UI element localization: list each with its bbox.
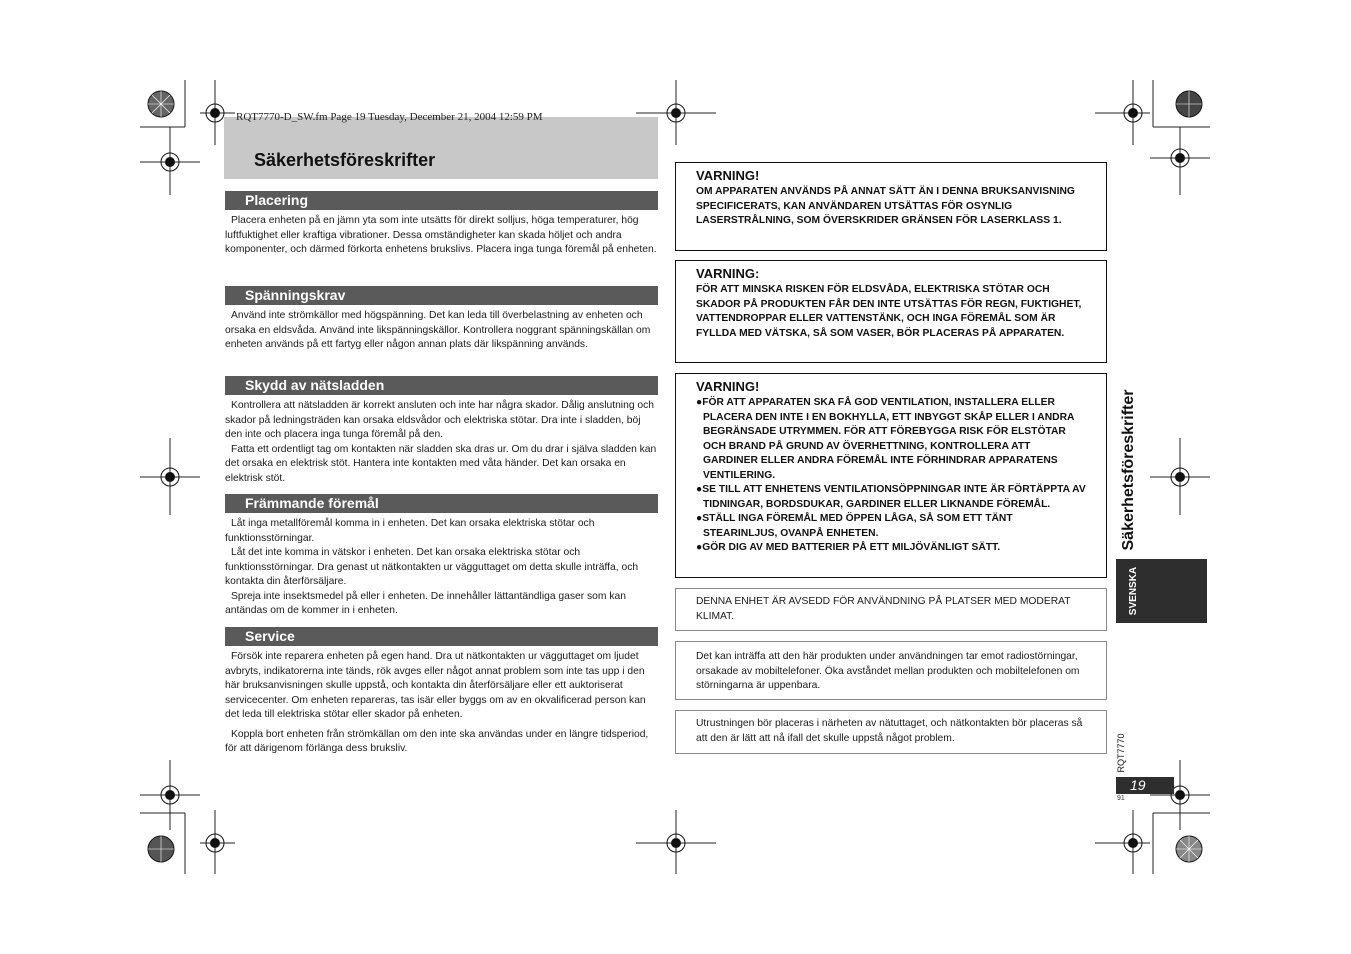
warning-list-item: ●SE TILL ATT ENHETENS VENTILATIONSÖPPNINGAR INTE ÄR FÖRTÄPPTA AV TIDNINGAR, BORDSDUKAR, GARDINER ELLER LIKNANDE FÖREMÅL.: [696, 484, 1086, 510]
paragraph: Använd inte strömkällor med högspänning. Det kan leda till överbelastning av enheten och orsaka en eldsvåda. Använd inte likspänningskällor. Kontrollera noggrant spänningskällan om enheten används på ett fartyg eller någon annan plats där likspänning används.: [225, 310, 651, 350]
section-heading-placering: Placering: [225, 191, 658, 210]
warning-heading: VARNING!: [696, 379, 760, 394]
paragraph: Koppla bort enheten från strömkällan om den inte ska användas under en längre tidsperiod, för att därigenom förlänga dess bruksliv.: [225, 728, 649, 754]
paragraph: Fatta ett ordentligt tag om kontakten när sladden ska dras ur. Om du drar i själva sladden kan det orsaka en elektrisk stöt. Hantera inte kontakten med våta händer. Det kan orsaka en elektrisk stöt.: [225, 443, 657, 484]
page-number-small: 91: [1117, 795, 1125, 802]
section-text-frammande-foremal: [225, 517, 657, 619]
side-title-text: Säkerhetsföreskrifter: [1120, 389, 1137, 551]
section-text-placering: [225, 214, 657, 258]
warning-box-laser: [675, 162, 1107, 251]
model-code-text: RQT7770: [1116, 733, 1126, 773]
note-box-outlet: [675, 710, 1107, 754]
warning-box-ventilation: [675, 373, 1107, 578]
section-heading-spanningskrav: Spänningskrav: [225, 286, 658, 305]
section-text-skydd-av-natsladden: [225, 399, 657, 486]
paragraph: Låt inga metallföremål komma in i enheten. Det kan orsaka elektriska stötar och funktionsstörningar.: [225, 518, 595, 544]
warning-list: [696, 396, 1088, 556]
paragraph: Placera enheten på en jämn yta som inte utsätts för direkt solljus, höga temperaturer, hög luftfuktighet eller kraftiga vibrationer. Dessa omständigheter kan skada höljet och andra komponenter, och därmed förkorta enhetens brukslivs. Placera inga tunga föremål på enheten.: [225, 215, 657, 255]
warning-box-moisture: [675, 260, 1107, 363]
warning-text: FÖR ATT MINSKA RISKEN FÖR ELDSVÅDA, ELEKTRISKA STÖTAR OCH SKADOR PÅ PRODUKTEN FÅR DEN INTE UTSÄTTAS FÖR REGN, FUKTIGHET, VATTENDROPPAR ELLER VATTENSTÄNK, OCH INGA FÖREMÅL SOM ÄR FYLLDA MED VÄTSKA, SÅ SOM VASER, BÖR PLACERAS PÅ APPARATEN.: [696, 284, 1082, 339]
warning-list-item: ●GÖR DIG AV MED BATTERIER PÅ ETT MILJÖVÄNLIGT SÄTT.: [696, 542, 1001, 553]
paragraph: Försök inte reparera enheten på egen hand. Dra ut nätkontakten ur vägguttaget om ljudet avbryts, indikatorerna inte tänds, rök avges eller något annat problem som inte tas upp i den här bruksanvisningen skulle uppstå, och kontakta din återförsäljare eller ett auktoriserat servicecenter. Om enheten repareras, tas isär eller byggs om av en okvalificerad person kan det leda till elektriska stötar eller skador på enheten.: [225, 651, 646, 720]
page-title: Säkerhetsföreskrifter: [254, 150, 436, 170]
model-code: [1108, 728, 1134, 778]
note-text: Det kan inträffa att den här produkten under användningen tar emot radiostörningar, orsakade av mobiltelefoner. Öka avståndet mellan produkten och mobiltelefonen om störningarna är uppenbara.: [696, 651, 1080, 691]
section-heading-service: Service: [225, 627, 658, 646]
paragraph: Låt det inte komma in vätskor i enheten. Det kan orsaka elektriska stötar och funktionsstörningar. Dra genast ut nätkontakten ur vägguttaget om detta skulle inträffa, och kontakta din återförsäljare.: [225, 547, 639, 587]
page-number: 19: [1116, 777, 1174, 794]
warning-list-item: ●STÄLL INGA FÖREMÅL MED ÖPPEN LÅGA, SÅ SOM ETT TÄNT STEARINLJUS, OVANPÅ ENHETEN.: [696, 513, 1013, 539]
paragraph: Spreja inte insektsmedel på eller i enheten. De innehåller lättantändliga gaser som kan antändas om de kommer in i enheten.: [225, 590, 626, 616]
warning-heading: VARNING!: [696, 168, 760, 183]
file-header-info: RQT7770-D_SW.fm Page 19 Tuesday, December 21, 2004 12:59 PM: [236, 111, 543, 123]
side-title: [1116, 380, 1142, 560]
section-text-service: [225, 650, 657, 757]
warning-heading: VARNING:: [696, 266, 760, 281]
warning-list-item: ●FÖR ATT APPARATEN SKA FÅ GOD VENTILATION, INSTALLERA ELLER PLACERA DEN INTE I EN BOKHYLLA, ETT INBYGGT SKÅP ELLER I ANDRA BEGRÄNSADE UTRYMMEN. FÖR ATT FÖREBYGGA RISK FÖR ELSTÖTAR OCH BRAND PÅ GRUND AV ÖVERHETTNING, KONTROLLERA ATT GARDINER ELLER ANDRA FÖREMÅL INTE FÖRHINDRAR APPARATENS VENTILERING.: [696, 397, 1075, 481]
language-tab: [1116, 559, 1207, 623]
section-heading-frammande-foremal: Främmande föremål: [225, 494, 658, 513]
section-heading-skydd-av-natsladden: Skydd av nätsladden: [225, 376, 658, 395]
note-box-radio: [675, 641, 1107, 700]
section-text-spanningskrav: [225, 309, 657, 353]
note-text: Utrustningen bör placeras i närheten av nätuttaget, och nätkontakten bör placeras så att den är lätt att nå ifall det skulle uppstå något problem.: [696, 718, 1083, 744]
warning-text: OM APPARATEN ANVÄNDS PÅ ANNAT SÄTT ÄN I DENNA BRUKSANVISNING SPECIFICERATS, KAN ANVÄNDAREN UTSÄTTAS FÖR OSYNLIG LASERSTRÅLNING, SOM ÖVERSKRIDER GRÄNSEN FÖR LASERKLASS 1.: [696, 186, 1075, 226]
note-box-climate: [675, 588, 1107, 631]
paragraph: Kontrollera att nätsladden är korrekt ansluten och inte har några skador. Dålig anslutning och skador på ledningsträden kan orsaka eldsvådor och elektriska stötar. Dra inte i sladden, böj den inte och placera inga tunga föremål på den.: [225, 400, 655, 440]
language-tab-label: SVENSKA: [1128, 566, 1139, 616]
note-text: DENNA ENHET ÄR AVSEDD FÖR ANVÄNDNING PÅ PLATSER MED MODERAT KLIMAT.: [696, 596, 1071, 622]
